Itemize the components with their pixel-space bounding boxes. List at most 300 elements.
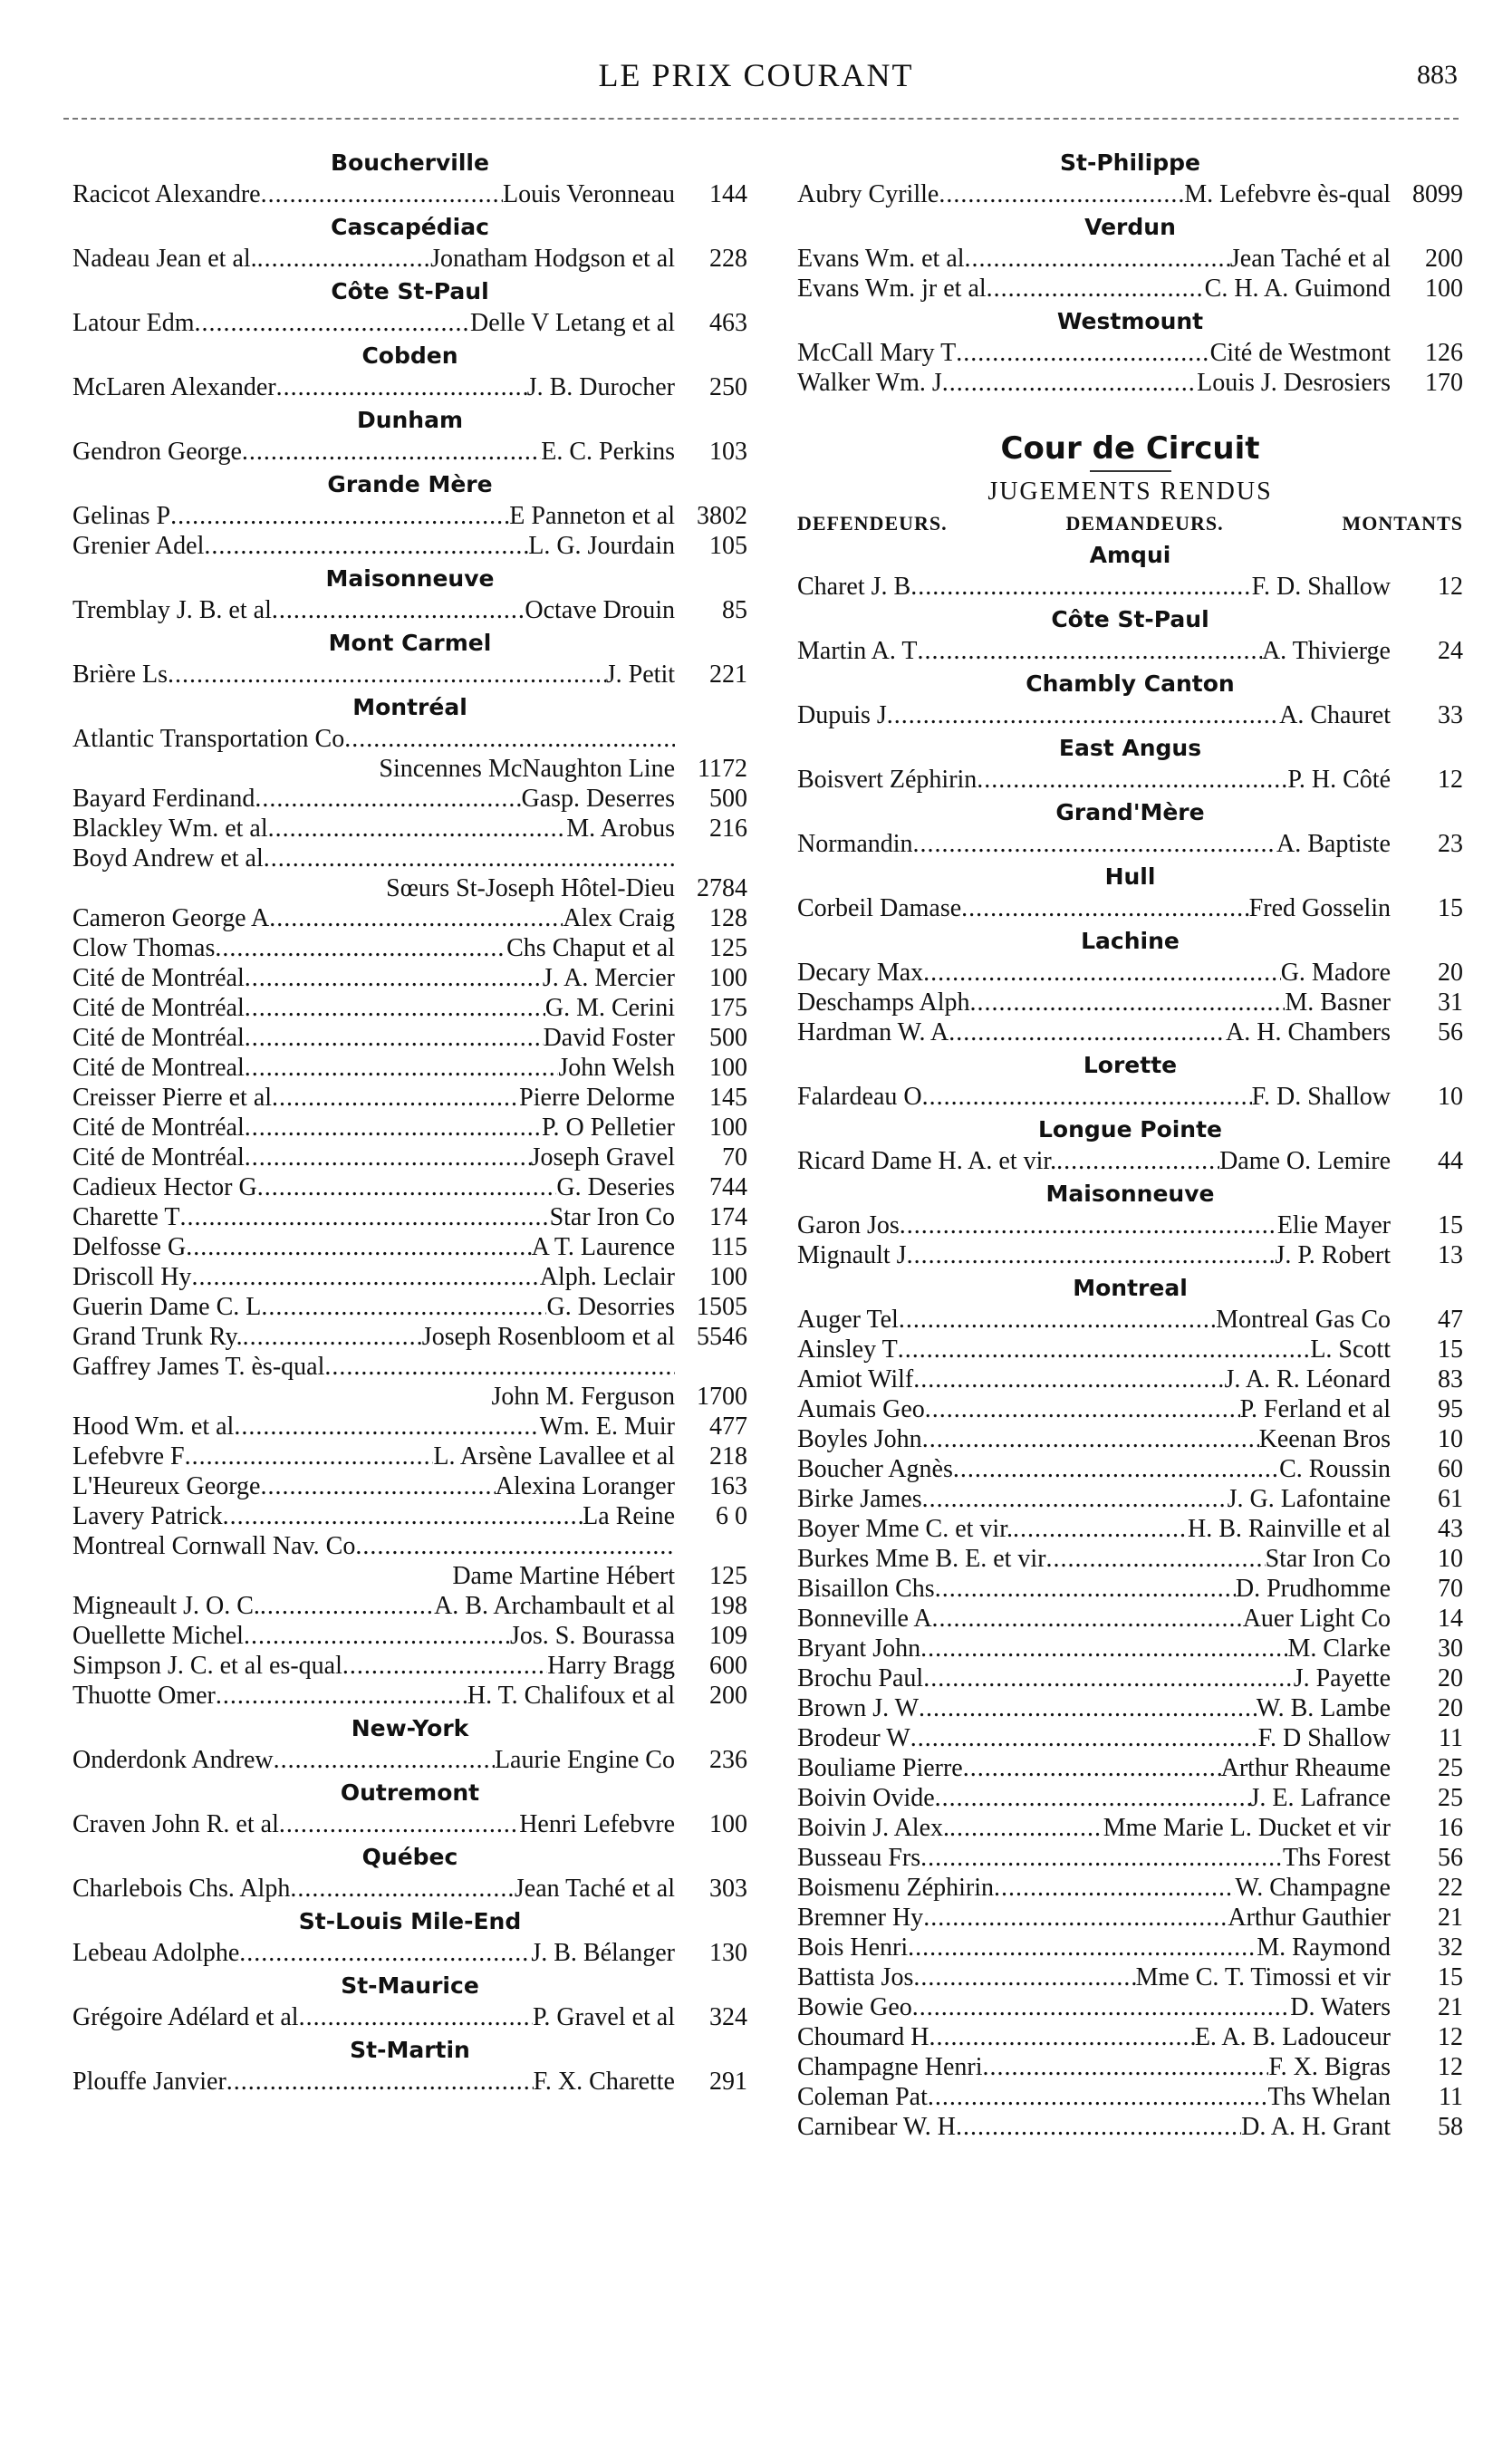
- dot-leader: [179, 1202, 549, 1232]
- dot-leader: [245, 1023, 544, 1053]
- defendant: Cité de Montréal: [72, 1143, 245, 1171]
- defendant: Plouffe Janvier: [72, 2068, 226, 2096]
- plaintiff: Elie Mayer: [1276, 1211, 1391, 1239]
- dot-leader: [920, 1634, 1287, 1663]
- plaintiff: C. Roussin: [1279, 1455, 1391, 1483]
- plaintiff: H. B. Rainville et al: [1188, 1515, 1391, 1543]
- dot-leader: [928, 2082, 1268, 2112]
- dot-leader: [324, 1352, 675, 1382]
- entry-row: [797, 958, 1463, 988]
- defendant: Gendron George: [72, 438, 242, 466]
- amount: 58: [1438, 2113, 1463, 2141]
- entry-row: [72, 1531, 747, 1561]
- entry-row: [72, 1471, 747, 1501]
- defendant: McLaren Alexander: [72, 373, 276, 401]
- defendant: Charette T: [72, 1203, 180, 1231]
- entry-row: [72, 501, 747, 531]
- amount: 21: [1438, 1904, 1463, 1932]
- entry-row: [72, 1143, 747, 1172]
- defendant: Bois Henri: [797, 1933, 909, 1962]
- defendant: Evans Wm. et al: [797, 245, 965, 273]
- plaintiff: Fred Gosselin: [1248, 894, 1391, 922]
- entry-row: [72, 1938, 747, 1968]
- defendant: Ricard Dame H. A. et vir.: [797, 1147, 1057, 1175]
- plaintiff: P. O Pelletier: [542, 1114, 675, 1142]
- defendant: Boucher Agnès: [797, 1455, 953, 1483]
- defendant: Bayard Ferdinand: [72, 785, 255, 813]
- amount: 128: [709, 904, 747, 932]
- amount: 125: [709, 934, 747, 962]
- defendant: Decary Max: [797, 959, 924, 987]
- amount: 43: [1438, 1515, 1463, 1543]
- entry-row: [797, 338, 1463, 368]
- dot-leader: [255, 784, 521, 814]
- plaintiff: Laurie Engine Co: [494, 1746, 675, 1774]
- plaintiff: Gasp. Deserres: [521, 785, 675, 813]
- defendant: Gaffrey James T. ès-qual: [72, 1353, 325, 1381]
- amount: 13: [1438, 1241, 1463, 1269]
- dot-leader: [942, 368, 1197, 398]
- section-heading: Boucherville: [331, 149, 489, 176]
- defendant: Normandin: [797, 830, 913, 858]
- plaintiff: Wm. E. Muir: [539, 1413, 675, 1441]
- defendant: Coleman Pat: [797, 2083, 928, 2111]
- entry-row: [72, 660, 747, 689]
- defendant: Choumard H: [797, 2023, 929, 2051]
- defendant: Bisaillon Chs: [797, 1575, 935, 1603]
- defendant: Ainsley T: [797, 1335, 898, 1364]
- plaintiff: Joseph Rosenbloom et al: [421, 1323, 675, 1351]
- defendant: Birke James: [797, 1485, 922, 1513]
- entry-row: [72, 1621, 747, 1651]
- defendant: Cité de Montréal: [72, 1024, 245, 1052]
- entry-row: [72, 372, 747, 402]
- amount: 25: [1438, 1784, 1463, 1812]
- amount: 2784: [697, 874, 747, 902]
- plaintiff: Auer Light Co: [1242, 1605, 1391, 1633]
- entry-row: [797, 1903, 1463, 1933]
- entry-row: [72, 1874, 747, 1904]
- section-heading: Mont Carmel: [328, 630, 492, 656]
- entry-continuation: [72, 873, 747, 903]
- amount: 61: [1438, 1485, 1463, 1513]
- right-column: [797, 145, 1463, 2142]
- plaintiff: F. D. Shallow: [1251, 1083, 1391, 1111]
- left-column: [72, 145, 747, 2097]
- entry-continuation: [72, 1382, 747, 1412]
- plaintiff: G. Desorries: [546, 1293, 675, 1321]
- dot-leader: [245, 1143, 531, 1172]
- dot-leader: [239, 1938, 531, 1968]
- dot-leader: [923, 1663, 1293, 1693]
- amount: 20: [1438, 1694, 1463, 1722]
- section-heading: Westmount: [1056, 308, 1204, 334]
- plaintiff: G. M. Cerini: [544, 994, 675, 1022]
- plaintiff: Keenan Bros: [1258, 1425, 1391, 1453]
- plaintiff: Montreal Gas Co: [1216, 1306, 1391, 1334]
- amount: 33: [1438, 701, 1463, 729]
- plaintiff: J. Petit: [605, 660, 675, 689]
- entry-row: [72, 1651, 747, 1681]
- section-heading: Cascapédiac: [331, 214, 489, 240]
- defendant: Creisser Pierre et al: [72, 1084, 273, 1112]
- dot-leader: [261, 179, 503, 209]
- amount: 44: [1438, 1147, 1463, 1175]
- amount: 324: [709, 2003, 747, 2031]
- dot-leader: [987, 274, 1205, 304]
- entry-row: [797, 1544, 1463, 1574]
- entry-row: [72, 1083, 747, 1113]
- section-heading: East Angus: [1058, 735, 1202, 761]
- defendant: L'Heureux George: [72, 1472, 261, 1500]
- amount: 47: [1438, 1306, 1463, 1334]
- plaintiff: Mme C. T. Timossi et vir: [1135, 1963, 1391, 1991]
- entry-row: [72, 2002, 747, 2032]
- entry-row: [797, 1394, 1463, 1424]
- entry-row: [797, 1723, 1463, 1753]
- amount: 500: [709, 785, 747, 813]
- entry-row: [797, 1783, 1463, 1813]
- defendant: Boyd Andrew et al: [72, 844, 264, 873]
- amount: 145: [709, 1084, 747, 1112]
- dot-leader: [168, 660, 606, 689]
- entry-row: [72, 1053, 747, 1083]
- entry-row: [797, 2082, 1463, 2112]
- entry-row: [72, 179, 747, 209]
- section-heading: Dunham: [356, 407, 464, 433]
- defendant: Cameron George A: [72, 904, 270, 932]
- defendant: Ouellette Michel: [72, 1622, 244, 1650]
- amount: 600: [709, 1652, 747, 1680]
- dot-leader: [923, 1903, 1228, 1933]
- entry-row: [72, 1501, 747, 1531]
- defendant: Clow Thomas: [72, 934, 216, 962]
- entry-row: [72, 903, 747, 933]
- defendant: Brochu Paul: [797, 1664, 924, 1692]
- plaintiff: M. Raymond: [1257, 1933, 1391, 1962]
- amount: 11: [1439, 1724, 1463, 1752]
- amount: 56: [1438, 1018, 1463, 1046]
- amount: 163: [709, 1472, 747, 1500]
- plaintiff: E. A. B. Ladouceur: [1194, 2023, 1391, 2051]
- section-heading: Lachine: [1081, 928, 1180, 954]
- amount: 100: [1425, 275, 1463, 303]
- amount: 85: [722, 596, 747, 624]
- dot-leader: [965, 244, 1230, 274]
- dot-leader: [910, 572, 1251, 602]
- amount: 198: [709, 1592, 747, 1620]
- dot-leader: [268, 814, 567, 844]
- entry-row: [797, 1484, 1463, 1514]
- plaintiff: G. Deseries: [556, 1173, 675, 1201]
- plaintiff: J. A. Mercier: [542, 964, 675, 992]
- defendant: Charet J. B: [797, 573, 911, 601]
- amount: 12: [1438, 2053, 1463, 2081]
- section-heading: Chambly Canton: [1026, 670, 1235, 697]
- amount: 6 0: [716, 1502, 747, 1530]
- amount: 30: [1438, 1634, 1463, 1663]
- dot-leader: [186, 1232, 531, 1262]
- plaintiff: A. Thivierge: [1261, 637, 1391, 665]
- dot-leader: [970, 988, 1286, 1017]
- plaintiff: Alexina Loranger: [495, 1472, 675, 1500]
- amount: 11: [1439, 2083, 1463, 2111]
- defendant: McCall Mary T: [797, 339, 957, 367]
- entry-row: [797, 988, 1463, 1017]
- dot-leader: [269, 903, 563, 933]
- defendant: Blackley Wm. et al: [72, 815, 268, 843]
- entry-row: [797, 1017, 1463, 1047]
- dot-leader: [953, 1454, 1279, 1484]
- right-bottom-list: [797, 539, 1463, 2142]
- amount: 20: [1438, 959, 1463, 987]
- defendant: Hood Wm. et al: [72, 1413, 235, 1441]
- plaintiff: F. D Shallow: [1257, 1724, 1391, 1752]
- amount: 25: [1438, 1754, 1463, 1782]
- section-heading: St-Philippe: [1060, 149, 1200, 176]
- plaintiff: F. X. Charette: [533, 2068, 675, 2096]
- plaintiff: M. Arobus: [566, 815, 675, 843]
- section-heading: Longue Pointe: [1037, 1116, 1223, 1143]
- amount: 221: [709, 660, 747, 689]
- defendant: Martin A. T: [797, 637, 918, 665]
- dot-leader: [932, 1604, 1243, 1634]
- dot-leader: [226, 2067, 534, 2097]
- plaintiff: M. Basner: [1285, 988, 1391, 1017]
- amount: 109: [709, 1622, 747, 1650]
- dot-leader: [917, 636, 1261, 666]
- defendant: Montreal Cornwall Nav. Co: [72, 1532, 356, 1560]
- defendant: Busseau Frs: [797, 1844, 921, 1872]
- amount: 218: [709, 1442, 747, 1470]
- entry-row: [72, 1202, 747, 1232]
- plaintiff: Jean Taché et al: [1229, 245, 1391, 273]
- plaintiff: Star Iron Co: [1265, 1545, 1391, 1573]
- section-heading: St-Martin: [350, 2037, 470, 2063]
- dot-leader: [234, 1412, 539, 1441]
- amount: 20: [1438, 1664, 1463, 1692]
- court-subtitle: JUGEMENTS RENDUS: [987, 477, 1273, 506]
- dot-leader: [922, 1082, 1252, 1112]
- plaintiff: A. Baptiste: [1276, 830, 1391, 858]
- entry-row: [72, 308, 747, 338]
- defendant: Cité de Montréal: [72, 964, 245, 992]
- plaintiff: Mme Marie L. Ducket et vir: [1103, 1814, 1391, 1842]
- dot-leader: [185, 1441, 434, 1471]
- entry-row: [797, 179, 1463, 209]
- amount: 130: [709, 1939, 747, 1967]
- defendant: Migneault J. O. C.: [72, 1592, 260, 1620]
- section-heading: Outremont: [340, 1779, 480, 1806]
- entry-row: [72, 1232, 747, 1262]
- dot-leader: [900, 1210, 1277, 1240]
- heading-demandeurs: DEMANDEURS.: [1065, 512, 1224, 535]
- dot-leader: [279, 1809, 519, 1839]
- defendant: Boismenu Zéphirin: [797, 1874, 994, 1902]
- plaintiff: A. Chauret: [1279, 701, 1391, 729]
- defendant: Driscoll Hy: [72, 1263, 192, 1291]
- plaintiff: John M. Ferguson: [491, 1383, 675, 1411]
- defendant: Brière Ls: [72, 660, 168, 689]
- plaintiff: J. P. Robert: [1275, 1241, 1391, 1269]
- defendant: Nadeau Jean et al.: [72, 245, 257, 273]
- defendant: Corbeil Damase: [797, 894, 962, 922]
- defendant: Boisvert Zéphirin: [797, 766, 978, 794]
- entry-row: [72, 2067, 747, 2097]
- section-heading: Côte St-Paul: [331, 278, 489, 304]
- entry-row: [797, 274, 1463, 304]
- plaintiff: Harry Bragg: [547, 1652, 675, 1680]
- entry-row: [797, 829, 1463, 859]
- defendant: Atlantic Transportation Co: [72, 725, 345, 753]
- defendant: Lefebvre F: [72, 1442, 185, 1470]
- defendant: Burkes Mme B. E. et vir: [797, 1545, 1046, 1573]
- plaintiff: Alex Craig: [563, 904, 675, 932]
- amount: 16: [1438, 1814, 1463, 1842]
- amount: 103: [709, 438, 747, 466]
- amount: 8099: [1412, 180, 1463, 208]
- header-rule: [63, 118, 1459, 120]
- section-heading: Montreal: [1073, 1275, 1188, 1301]
- entry-row: [797, 1604, 1463, 1634]
- entry-row: [797, 1210, 1463, 1240]
- entry-row: [797, 244, 1463, 274]
- entry-row: [797, 1933, 1463, 1962]
- defendant: Boyles John: [797, 1425, 922, 1453]
- defendant: Walker Wm. J: [797, 369, 942, 397]
- plaintiff: John Welsh: [558, 1054, 675, 1082]
- dot-leader: [245, 1113, 542, 1143]
- dot-leader: [956, 338, 1209, 368]
- plaintiff: Pierre Delorme: [519, 1084, 675, 1112]
- dot-leader: [935, 1783, 1250, 1813]
- plaintiff: La Reine: [583, 1502, 675, 1530]
- section-heading: New-York: [351, 1715, 469, 1741]
- dot-leader: [913, 1364, 1224, 1394]
- defendant: Latour Edm: [72, 309, 195, 337]
- entry-row: [72, 784, 747, 814]
- entry-row: [72, 1172, 747, 1202]
- plaintiff: M. Lefebvre ès-qual: [1184, 180, 1391, 208]
- entry-row: [797, 1240, 1463, 1270]
- entry-row: [797, 1693, 1463, 1723]
- amount: 303: [709, 1875, 747, 1903]
- amount: 12: [1438, 573, 1463, 601]
- section-heading: Grande Mère: [327, 471, 493, 497]
- defendant: Grenier Adel: [72, 532, 205, 560]
- defendant: Charlebois Chs. Alph: [72, 1875, 291, 1903]
- entry-row: [72, 531, 747, 561]
- dot-leader: [261, 1292, 546, 1322]
- entry-row: [797, 1424, 1463, 1454]
- section-heading: Montréal: [352, 694, 467, 720]
- plaintiff: W. B. Lambe: [1256, 1694, 1391, 1722]
- amount: 70: [1438, 1575, 1463, 1603]
- plaintiff: E. C. Perkins: [541, 438, 675, 466]
- amount: 1700: [697, 1383, 747, 1411]
- plaintiff: J. B. Durocher: [526, 373, 675, 401]
- dot-leader: [299, 2002, 533, 2032]
- entry-row: [797, 1574, 1463, 1604]
- defendant: Mignault J: [797, 1241, 907, 1269]
- defendant: Evans Wm. jr et al: [797, 275, 987, 303]
- amount: 100: [709, 1263, 747, 1291]
- entry-row: [797, 1335, 1463, 1364]
- plaintiff: J. G. Lafontaine: [1227, 1485, 1391, 1513]
- plaintiff: F. D. Shallow: [1251, 573, 1391, 601]
- dot-leader: [260, 1471, 495, 1501]
- defendant: Bremner Hy: [797, 1904, 924, 1932]
- section-heading: Maisonneuve: [1045, 1181, 1215, 1207]
- plaintiff: Ths Whelan: [1267, 2083, 1391, 2111]
- defendant: Bowie Geo: [797, 1993, 912, 2021]
- amount: 12: [1438, 766, 1463, 794]
- dot-leader: [939, 179, 1184, 209]
- entry-row: [797, 2052, 1463, 2082]
- dot-leader: [920, 1843, 1283, 1873]
- defendant: Brodeur W: [797, 1724, 910, 1752]
- plaintiff: Jean Taché et al: [514, 1875, 675, 1903]
- plaintiff: J. Payette: [1293, 1664, 1391, 1692]
- column-headings: [797, 512, 1463, 535]
- section-heading: Verdun: [1084, 214, 1176, 240]
- plaintiff: J. B. Bélanger: [531, 1939, 675, 1967]
- dot-leader: [355, 1531, 675, 1561]
- plaintiff: M. Clarke: [1287, 1634, 1391, 1663]
- amount: 250: [709, 373, 747, 401]
- entry-row: [72, 1681, 747, 1711]
- amount: 10: [1438, 1425, 1463, 1453]
- entry-row: [797, 2022, 1463, 2052]
- dot-leader: [170, 501, 509, 531]
- plaintiff: Jos. S. Bourassa: [509, 1622, 675, 1650]
- plaintiff: Sœurs St-Joseph Hôtel-Dieu: [386, 874, 675, 902]
- amount: 115: [710, 1233, 747, 1261]
- entry-row: [797, 1813, 1463, 1843]
- amount: 236: [709, 1746, 747, 1774]
- amount: 477: [709, 1413, 747, 1441]
- defendant: Lavery Patrick: [72, 1502, 223, 1530]
- plaintiff: L. G. Jourdain: [528, 532, 675, 560]
- dot-leader: [963, 1753, 1221, 1783]
- entry-row: [72, 244, 747, 274]
- entry-row: [72, 1322, 747, 1352]
- entry-continuation: [72, 1561, 747, 1591]
- entry-row: [72, 963, 747, 993]
- entry-row: [72, 1352, 747, 1382]
- amount: 216: [709, 815, 747, 843]
- dot-leader: [949, 1017, 1226, 1047]
- amount: 10: [1438, 1083, 1463, 1111]
- entry-row: [797, 1962, 1463, 1992]
- plaintiff: A T. Laurence: [531, 1233, 675, 1261]
- plaintiff: J. E. Lafrance: [1249, 1784, 1391, 1812]
- section-heading: Grand'Mère: [1055, 799, 1205, 825]
- plaintiff: Alph. Leclair: [539, 1263, 675, 1291]
- plaintiff: Ths Forest: [1283, 1844, 1391, 1872]
- amount: 200: [709, 1682, 747, 1710]
- entry-row: [797, 1634, 1463, 1663]
- amount: 463: [709, 309, 747, 337]
- dot-leader: [344, 724, 675, 754]
- dot-leader: [244, 1621, 510, 1651]
- entry-row: [797, 1663, 1463, 1693]
- entry-row: [797, 1514, 1463, 1544]
- plaintiff: P. Gravel et al: [532, 2003, 675, 2031]
- entry-row: [72, 1412, 747, 1441]
- right-top-list: [797, 147, 1463, 398]
- amount: 5546: [697, 1323, 747, 1351]
